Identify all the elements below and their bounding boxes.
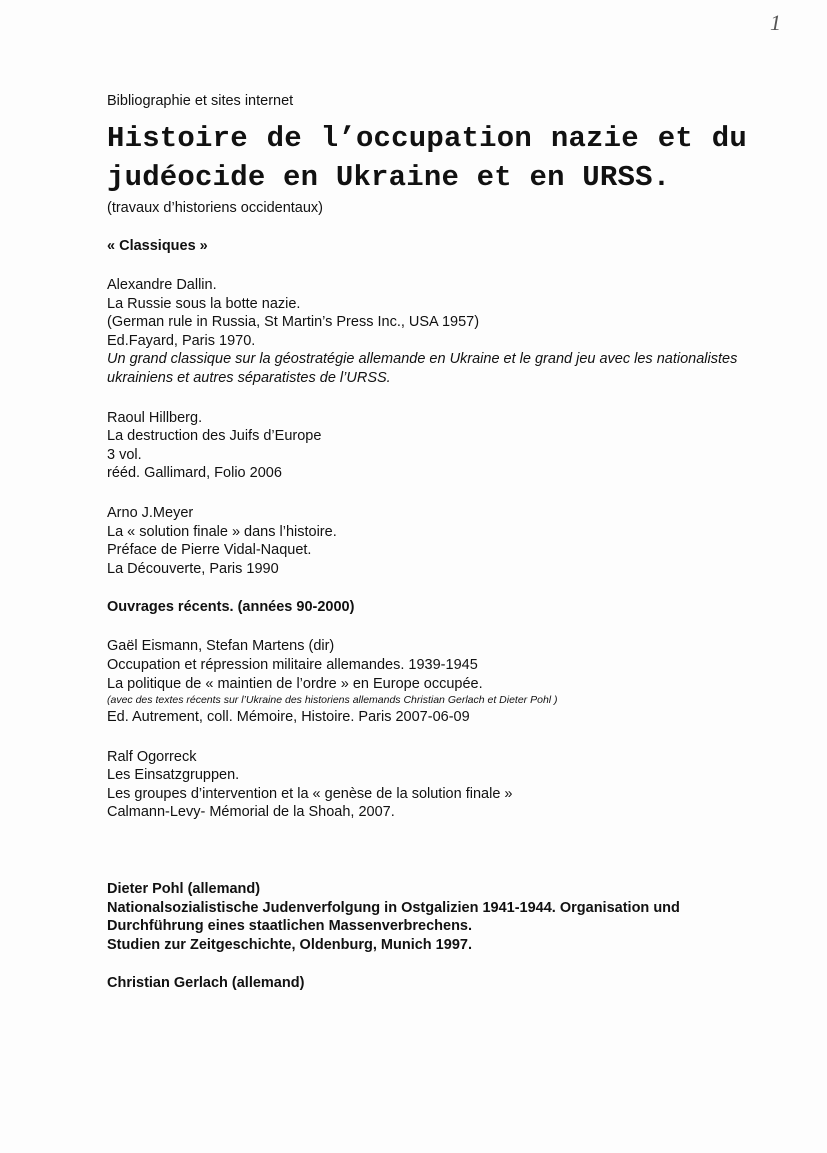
document-title: Histoire de l’occupation nazie et du judéocide en Ukraine et en URSS.: [107, 122, 747, 194]
entry-line: Ed. Autrement, coll. Mémoire, Histoire. Paris 2007-06-09: [107, 709, 470, 726]
entry-line: La Découverte, Paris 1990: [107, 560, 279, 577]
document-header: Bibliographie et sites internet: [107, 93, 294, 109]
entry-line: Nationalsozialistische Judenverfolgung in Ostgalizien 1941-1944. Organisation und Durchführung eines staatlichen Massenverbrechens.: [107, 899, 680, 935]
bibliography-entry-pohl: [107, 880, 747, 954]
entry-line: Préface de Pierre Vidal-Naquet.: [107, 542, 312, 559]
bibliography-entry-hillberg: [107, 409, 747, 483]
entry-line: Les Einsatzgruppen.: [107, 767, 240, 784]
entry-line: Occupation et répression militaire allemandes. 1939-1945: [107, 656, 478, 673]
entry-line: La Russie sous la botte nazie.: [107, 295, 301, 312]
entry-line: rééd. Gallimard, Folio 2006: [107, 465, 282, 482]
entry-line: Ed.Fayard, Paris 1970.: [107, 332, 256, 349]
entry-line: Calmann-Levy- Mémorial de la Shoah, 2007.: [107, 804, 395, 821]
german-works: [107, 880, 747, 993]
entry-note: (avec des textes récents sur l’Ukraine des historiens allemands Christian Gerlach et Dieter Pohl ): [107, 694, 558, 707]
bibliography-entry-gerlach: [107, 974, 747, 993]
entry-line: Ralf Ogorreck: [107, 748, 197, 765]
entry-line: Studien zur Zeitgeschichte, Oldenburg, Munich 1997.: [107, 936, 472, 953]
page-number: 1: [770, 10, 781, 35]
entry-line: La politique de « maintien de l’ordre » en Europe occupée.: [107, 675, 483, 692]
entry-line: Les groupes d’intervention et la « genèse de la solution finale »: [107, 785, 513, 802]
entry-line: La « solution finale » dans l’histoire.: [107, 523, 337, 540]
entry-line: 3 vol.: [107, 446, 142, 463]
section-heading-recents: Ouvrages récents. (années 90-2000): [107, 599, 355, 616]
entry-line: Alexandre Dallin.: [107, 277, 217, 293]
entry-line: La destruction des Juifs d’Europe: [107, 428, 322, 445]
entry-comment: Un grand classique sur la géostratégie allemande en Ukraine et le grand jeu avec les nationalistes ukrainiens et autres séparatistes de l’URSS.: [107, 351, 738, 386]
bibliography-entry-dallin: [107, 276, 747, 388]
section-heading-classiques: « Classiques »: [107, 238, 208, 254]
entry-line: Gaël Eismann, Stefan Martens (dir): [107, 638, 335, 655]
bibliography-entry-ogorreck: [107, 748, 747, 822]
entry-line: (German rule in Russia, St Martin’s Press Inc., USA 1957): [107, 314, 480, 331]
entry-line: Christian Gerlach (allemand): [107, 975, 305, 992]
title-note: (travaux d’historiens occidentaux): [107, 200, 323, 216]
document-body: [107, 92, 747, 993]
bibliography-entry-meyer: [107, 504, 747, 578]
entry-line: Arno J.Meyer: [107, 504, 194, 521]
bibliography-entry-eismann: [107, 637, 747, 726]
entry-line: Dieter Pohl (allemand): [107, 881, 261, 898]
entry-line: Raoul Hillberg.: [107, 409, 203, 426]
